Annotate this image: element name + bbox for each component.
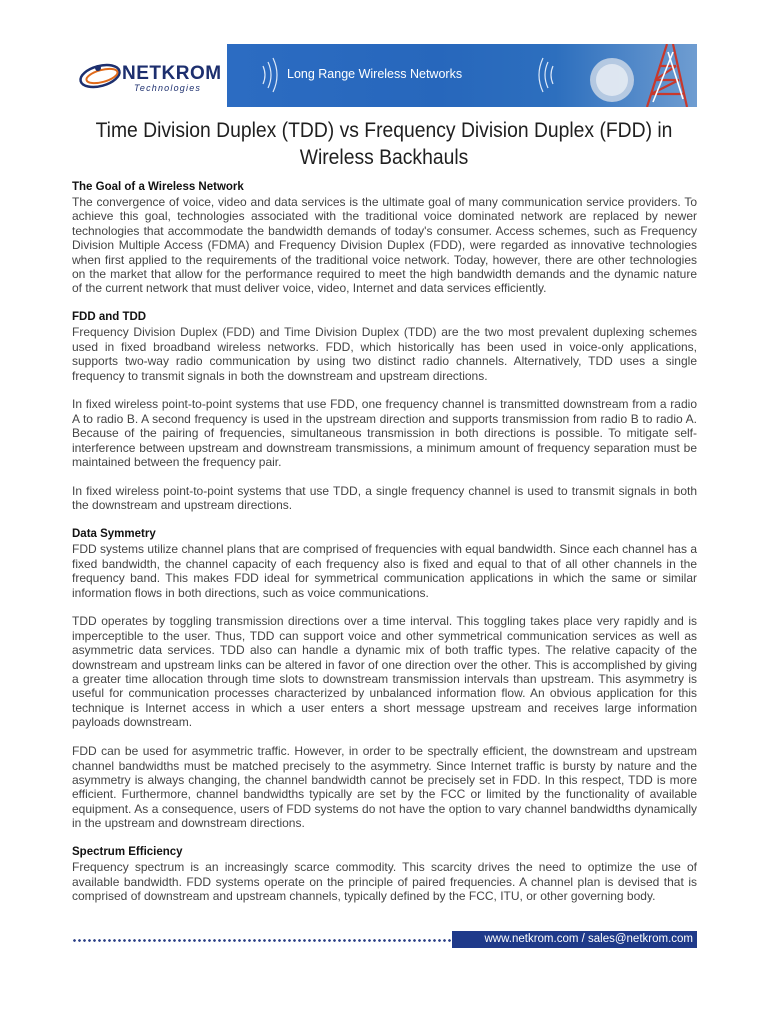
banner-tagline: Long Range Wireless Networks — [287, 67, 463, 81]
paragraph: In fixed wireless point-to-point systems that use FDD, one frequency channel is transmitted downstream from a radio A to radio B. A second frequency is used in the upstream direction and supports transmission from radio B to radio A. Because of the pairing of frequencies, simultaneous transmission in both directions is possible. To mitigate self-interference between upstream and downstream transmissions, a minimum amount of frequency separation must be maintained between the frequency pair. — [72, 397, 697, 470]
paragraph: Frequency spectrum is an increasingly scarce commodity. This scarcity drives the need to optimize the use of available bandwidth. FDD systems operate on the principle of paired frequencies. A channel plan is devised that is comprised of downstream and upstream channels, typically defined by the FCC, ITU, or other governing body. — [72, 860, 697, 903]
section — [72, 527, 697, 830]
page-footer — [72, 931, 697, 948]
page-title: Time Division Duplex (TDD) vs Frequency Division Duplex (FDD) in Wireless Backhauls — [95, 119, 673, 169]
section-heading: The Goal of a Wireless Network — [72, 181, 244, 193]
paragraph: Frequency Division Duplex (FDD) and Time Division Duplex (TDD) are the two most prevalent duplexing schemes used in fixed broadband wireless networks. FDD, which historically has been used in voice-only applications, supports two-way radio communication by using two distinct radio channels. Alternatively, TDD uses a single frequency to transmit signals in both the downstream and upstream directions. — [72, 325, 697, 383]
logo-name: NETKROM — [122, 63, 222, 84]
paragraph: In fixed wireless point-to-point systems that use TDD, a single frequency channel is used to transmit signals in both the downstream and upstream directions. — [72, 484, 697, 513]
footer-dot-rule — [72, 938, 452, 943]
section — [72, 180, 697, 296]
page-header — [72, 44, 697, 107]
section-heading: Spectrum Efficiency — [72, 846, 183, 859]
logo-swoosh-icon — [78, 56, 126, 96]
header-banner — [227, 44, 697, 107]
section-heading: FDD and TDD — [72, 311, 147, 324]
section — [72, 845, 697, 903]
section — [72, 310, 697, 512]
document-body — [72, 180, 697, 918]
section-heading: Data Symmetry — [72, 528, 156, 541]
antenna-tower-icon — [590, 44, 687, 107]
netkrom-logo — [72, 44, 227, 107]
signal-waves-left-icon — [263, 58, 277, 92]
footer-contact[interactable]: www.netkrom.com / sales@netkrom.com — [452, 931, 697, 948]
paragraph: TDD operates by toggling transmission directions over a time interval. This toggling takes place very rapidly and is imperceptible to the user. Thus, TDD can support voice and other symmetrical communication services as well as asymmetric data services. TDD also can handle a dynamic mix of both traffic types. The relative capacity of the downstream and upstream links can be altered in favor of one direction over the other. This is accomplished by giving a greater time allocation through time slots to downstream transmission intervals than upstream. This asymmetry is useful for communication processes characterized by unbalanced information flow. An obvious application for this technique is Internet access in which a user enters a short message upstream and receives large information payloads downstream. — [72, 614, 697, 730]
paragraph: FDD systems utilize channel plans that are comprised of frequencies with equal bandwidth. Since each channel has a fixed bandwidth, the channel capacity of each frequency also is fixed and equal to that of all other channels in the frequency band. This makes FDD ideal for symmetrical communication applications in which the same or similar information flows in both directions, such as voice communications. — [72, 542, 697, 600]
paragraph: The convergence of voice, video and data services is the ultimate goal of many communication service providers. To achieve this goal, technologies associated with the traditional voice dominated network are replaced by newer technologies that accommodate the bandwidth demands of today's consumer. Access schemes, such as Frequency Division Multiple Access (FDMA) and Frequency Division Duplex (FDD), were regarded as innovative technologies when first applied to the requirements of the traditional voice network. Today, however, there are other technologies on the market that allow for the performance required to meet the high bandwidth demands and the dynamic nature of the current network that must deliver voice, video, Internet and data services efficiently. — [72, 195, 697, 296]
signal-waves-right-icon — [539, 58, 553, 92]
paragraph: FDD can be used for asymmetric traffic. However, in order to be spectrally efficient, the downstream and upstream channel bandwidths must be matched precisely to the asymmetry. Since Internet traffic is bursty by nature and the asymmetry is always changing, the channel bandwidth cannot be precisely set in FDD. In this respect, TDD is more efficient. Furthermore, channel bandwidths typically are set by the FCC or limited by the functionality of available equipment. As a consequence, users of FDD systems do not have the option to vary channel bandwidths dynamically in the upstream and downstream directions. — [72, 744, 697, 831]
logo-subtitle: Technologies — [134, 83, 202, 93]
